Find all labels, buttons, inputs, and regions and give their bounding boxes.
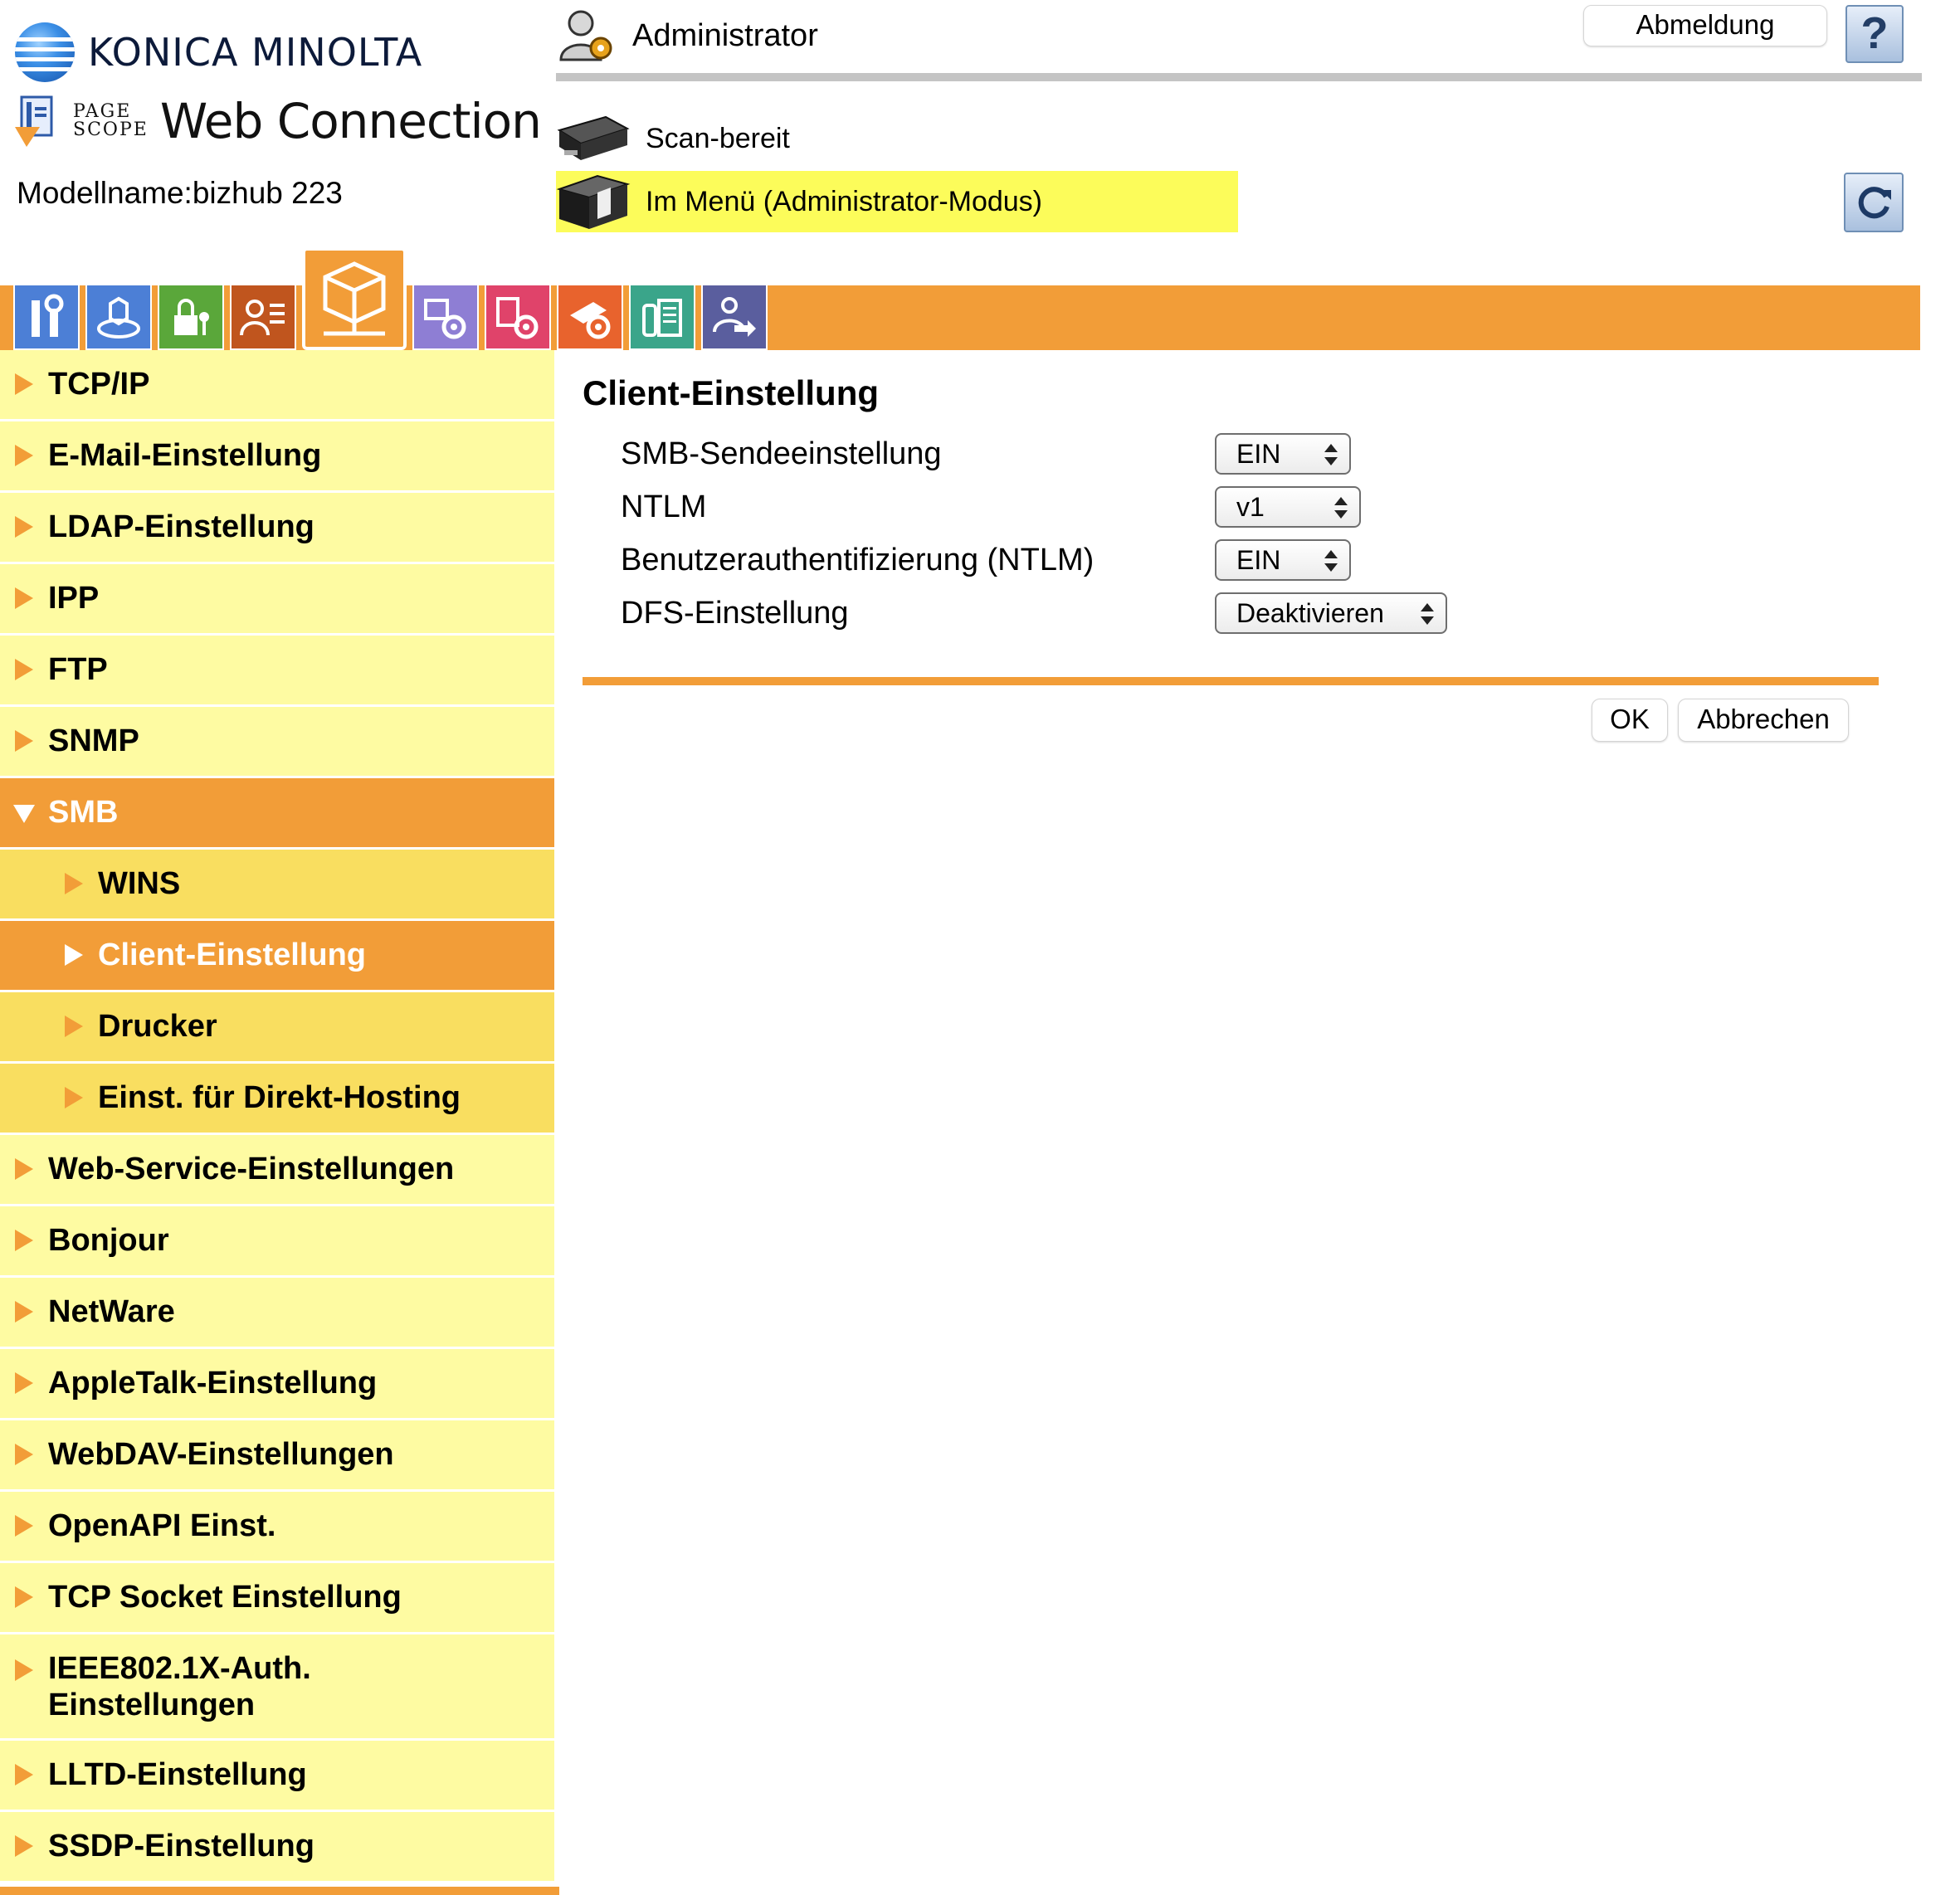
pagescope-logo	[15, 93, 541, 149]
sidebar-subitem-direct-hosting[interactable]	[0, 1064, 554, 1135]
sidebar-item-label: Bonjour	[48, 1223, 169, 1258]
select-value: v1	[1236, 492, 1265, 522]
security-icon	[166, 292, 216, 342]
sidebar-item-webdav[interactable]	[0, 1420, 554, 1492]
arrow-right-icon	[65, 1087, 83, 1108]
sidebar-item-label: LLTD-Einstellung	[48, 1757, 307, 1792]
user-name: Administrator	[632, 17, 818, 53]
field-dfs	[621, 588, 1447, 638]
field-ntlm	[621, 482, 1361, 532]
cancel-button[interactable]: Abbrechen	[1678, 699, 1849, 742]
sidebar-item-label: SMB	[48, 795, 119, 830]
tab-box[interactable]	[412, 284, 479, 350]
sidebar-item-label: LDAP-Einstellung	[48, 509, 314, 544]
arrow-right-icon	[15, 1372, 33, 1394]
sidebar-item-web-service[interactable]	[0, 1135, 554, 1206]
sidebar-item-label: NetWare	[48, 1294, 175, 1329]
fax-settings-icon	[637, 292, 687, 342]
arrow-right-icon	[65, 944, 83, 966]
sidebar-item-label: WINS	[98, 866, 181, 901]
arrow-down-icon	[13, 805, 35, 823]
sidebar-item-label: SNMP	[48, 723, 139, 758]
sidebar-item-label: Einst. für Direkt-Hosting	[98, 1080, 461, 1115]
sidebar-item-ieee8021x[interactable]	[0, 1634, 554, 1741]
ntlm-auth-select[interactable]	[1215, 539, 1351, 581]
sidebar-item-label: Drucker	[98, 1009, 217, 1044]
ok-button[interactable]: OK	[1592, 699, 1668, 742]
arrow-right-icon	[15, 373, 33, 395]
refresh-icon	[1853, 182, 1894, 223]
tab-wizard[interactable]	[701, 284, 768, 350]
arrow-right-icon	[65, 873, 83, 894]
user-auth-icon	[238, 292, 288, 342]
sidebar-item-bonjour[interactable]	[0, 1206, 554, 1278]
maintenance-icon	[22, 292, 71, 342]
pagescope-small-top: PAGE	[73, 101, 132, 122]
arrow-right-icon	[15, 1835, 33, 1857]
printer-icon	[556, 173, 631, 231]
tab-store-address[interactable]	[557, 284, 623, 350]
store-address-icon	[565, 292, 615, 342]
status-scan	[556, 108, 790, 169]
sidebar-item-tcp-socket[interactable]	[0, 1563, 554, 1634]
sidebar-item-openapi[interactable]	[0, 1492, 554, 1563]
content-divider	[583, 677, 1879, 685]
administrator-icon	[558, 8, 616, 63]
arrow-right-icon	[15, 587, 33, 609]
sidebar-item-label: IPP	[48, 581, 100, 616]
sidebar-nav	[0, 350, 554, 1883]
sidebar-item-label: OpenAPI Einst.	[48, 1508, 276, 1543]
refresh-button[interactable]	[1844, 173, 1904, 232]
sidebar-item-tcp-ip[interactable]	[0, 350, 554, 421]
wizard-icon	[709, 292, 759, 342]
arrow-right-icon	[15, 1301, 33, 1323]
status-scan-text: Scan-bereit	[646, 122, 790, 154]
system-settings-icon	[94, 292, 144, 342]
select-value: Deaktivieren	[1236, 598, 1384, 628]
product-name: Web Connection	[159, 93, 541, 149]
field-ntlm-auth	[621, 535, 1351, 585]
status-menu	[556, 171, 1238, 232]
sidebar-subitem-printer[interactable]	[0, 992, 554, 1064]
sidebar-item-label: AppleTalk-Einstellung	[48, 1366, 378, 1401]
arrow-right-icon	[15, 1158, 33, 1180]
dfs-select[interactable]	[1215, 592, 1447, 634]
select-arrows-icon	[1421, 602, 1434, 626]
tab-network[interactable]	[302, 247, 407, 350]
field-label: DFS-Einstellung	[621, 595, 849, 631]
pagescope-icon	[15, 94, 66, 149]
tab-security[interactable]	[158, 284, 224, 350]
user-indicator	[558, 8, 818, 63]
scanner-icon	[556, 112, 631, 165]
sidebar-bottom-rule	[0, 1887, 559, 1895]
sidebar-item-ftp[interactable]	[0, 636, 554, 707]
sidebar-item-ipp[interactable]	[0, 564, 554, 636]
sidebar-item-label: Web-Service-Einstellungen	[48, 1152, 455, 1186]
select-value: EIN	[1236, 545, 1281, 575]
globe-icon	[15, 22, 75, 82]
sidebar-item-label: TCP Socket Einstellung	[48, 1580, 402, 1615]
arrow-right-icon	[15, 1515, 33, 1537]
arrow-right-icon	[15, 516, 33, 538]
model-name: Modellname:bizhub 223	[17, 176, 343, 210]
help-icon: ?	[1860, 8, 1889, 58]
arrow-right-icon	[15, 659, 33, 680]
smb-send-select[interactable]	[1215, 433, 1351, 475]
arrow-right-icon	[15, 730, 33, 752]
tab-system-settings[interactable]	[85, 284, 152, 350]
field-smb-send	[621, 429, 1351, 479]
tab-print-settings[interactable]	[485, 284, 551, 350]
box-icon	[421, 292, 470, 342]
pagescope-small-bottom: SCOPE	[73, 119, 149, 140]
sidebar-item-label: TCP/IP	[48, 367, 150, 402]
tab-fax-settings[interactable]	[629, 284, 695, 350]
select-arrows-icon	[1324, 442, 1338, 467]
arrow-right-icon	[15, 445, 33, 466]
status-menu-text: Im Menü (Administrator-Modus)	[646, 185, 1043, 217]
arrow-right-icon	[15, 1764, 33, 1785]
sidebar-item-smb[interactable]	[0, 778, 554, 850]
sidebar-item-label-line2: Einstellungen	[48, 1687, 256, 1722]
sidebar-item-email[interactable]	[0, 421, 554, 493]
sidebar-item-ldap[interactable]	[0, 493, 554, 564]
print-settings-icon	[493, 292, 543, 342]
select-arrows-icon	[1324, 548, 1338, 573]
arrow-right-icon	[15, 1586, 33, 1608]
field-label: NTLM	[621, 489, 707, 524]
brand-name: KONICA MINOLTA	[88, 30, 423, 75]
sidebar-item-lltd[interactable]	[0, 1741, 554, 1812]
sidebar-item-label: FTP	[48, 652, 108, 687]
sidebar-item-label: E-Mail-Einstellung	[48, 438, 322, 473]
network-icon	[317, 259, 392, 339]
sidebar-subitem-client-settings[interactable]	[0, 921, 554, 992]
ntlm-select[interactable]	[1215, 486, 1361, 528]
arrow-right-icon	[65, 1016, 83, 1037]
arrow-right-icon	[15, 1659, 33, 1681]
logout-button[interactable]: Abmeldung	[1583, 5, 1827, 46]
sidebar-item-appletalk[interactable]	[0, 1349, 554, 1420]
field-label: Benutzerauthentifizierung (NTLM)	[621, 542, 1095, 577]
tab-maintenance[interactable]	[13, 284, 80, 350]
konica-minolta-logo	[15, 23, 422, 81]
sidebar-item-snmp[interactable]	[0, 707, 554, 778]
header-divider	[556, 73, 1922, 81]
sidebar-item-label: SSDP-Einstellung	[48, 1829, 314, 1863]
arrow-right-icon	[15, 1230, 33, 1251]
sidebar-item-netware[interactable]	[0, 1278, 554, 1349]
select-arrows-icon	[1334, 495, 1348, 520]
sidebar-item-label: Client-Einstellung	[98, 938, 366, 972]
sidebar-item-label: WebDAV-Einstellungen	[48, 1437, 394, 1472]
tab-user-auth[interactable]	[230, 284, 296, 350]
field-label: SMB-Sendeeinstellung	[621, 436, 942, 471]
sidebar-item-label: IEEE802.1X-Auth.	[48, 1650, 311, 1686]
page-title: Client-Einstellung	[583, 373, 879, 412]
help-button[interactable]	[1845, 5, 1904, 63]
sidebar-subitem-wins[interactable]	[0, 850, 554, 921]
sidebar-item-ssdp[interactable]	[0, 1812, 554, 1883]
select-value: EIN	[1236, 439, 1281, 469]
category-tabs	[13, 246, 773, 350]
arrow-right-icon	[15, 1444, 33, 1465]
